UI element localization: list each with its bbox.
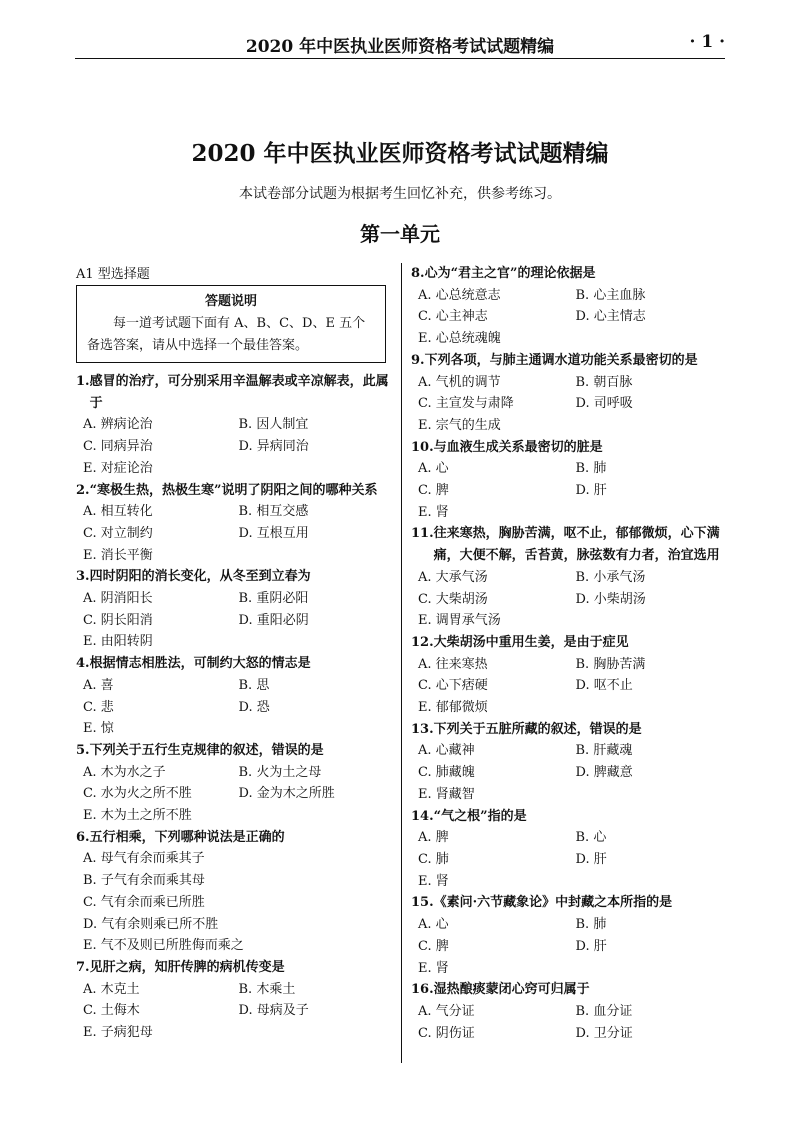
question	[411, 806, 733, 893]
question	[411, 632, 733, 719]
answer-option: B. 朝百脉	[575, 374, 633, 390]
answer-options	[411, 654, 733, 719]
answer-option: E. 消长平衡	[83, 547, 153, 563]
section-label: A1 型选择题	[76, 267, 150, 282]
unit-title: 第一单元	[360, 222, 440, 246]
question	[411, 350, 733, 437]
instructions-text: 每一道考试题下面有 A、B、C、D、E 五个备选答案，请从中选择一个最佳答案。	[87, 316, 366, 353]
answer-option: B. 重阴必阳	[238, 591, 309, 607]
question-stem	[76, 740, 394, 762]
answer-option: D. 肝	[575, 938, 607, 954]
answer-options	[411, 372, 733, 437]
answer-option: A. 相互转化	[83, 504, 153, 520]
right-column	[411, 263, 733, 1044]
answer-option: B. 因人制宜	[238, 417, 309, 433]
answer-option: A. 阴消阳长	[83, 591, 153, 607]
answer-option: A. 木克土	[83, 981, 140, 997]
question	[76, 480, 394, 567]
answer-option: E. 心总统魂魄	[418, 331, 501, 347]
question-text: 感冒的治疗，可分别采用辛温解表或辛凉解表，此属于	[89, 374, 389, 411]
answer-options	[411, 827, 733, 892]
answer-option: B. 肺	[575, 461, 607, 477]
answer-option: B. 火为土之母	[238, 764, 322, 780]
answer-option: C. 对立制约	[83, 525, 153, 541]
question	[76, 653, 394, 740]
answer-option: E. 气不及则已所胜侮而乘之	[83, 938, 244, 954]
answer-options	[411, 914, 733, 979]
answer-options	[76, 588, 394, 653]
question-number: 2.	[76, 482, 90, 498]
question-number: 1.	[76, 374, 90, 389]
question-text: 下列关于五行生克规律的叙述，错误的是	[89, 742, 324, 758]
question-stem	[76, 371, 394, 414]
answer-option: E. 木为土之所不胜	[83, 808, 192, 824]
question-text: 见肝之病，知肝传脾的病机传变是	[89, 959, 285, 975]
answer-option: C. 大柴胡汤	[418, 591, 488, 607]
answer-options	[411, 458, 733, 523]
question-text: “气之根”指的是	[433, 808, 527, 824]
answer-option: A. 气分证	[418, 1003, 475, 1019]
answer-option: B. 胸胁苦满	[575, 656, 646, 672]
answer-option: E. 肾	[418, 873, 449, 889]
question-number: 7.	[76, 959, 90, 975]
answer-option: C. 阴伤证	[418, 1025, 475, 1041]
answer-option: E. 肾藏智	[418, 786, 475, 802]
question	[76, 740, 394, 827]
answer-option: A. 喜	[83, 677, 114, 693]
question-number: 5.	[76, 742, 90, 758]
answer-option: E. 由阳转阴	[83, 634, 153, 650]
question-stem	[411, 437, 733, 459]
answer-option: E. 对症论治	[83, 460, 153, 476]
question-stem	[76, 957, 394, 979]
answer-option: C. 同病异治	[83, 439, 153, 455]
question	[411, 892, 733, 979]
answer-option: C. 主宣发与肃降	[418, 396, 514, 412]
question-stem	[411, 719, 733, 741]
question-number: 8.	[411, 266, 425, 281]
answer-option: B. 心主血脉	[575, 287, 646, 303]
answer-options	[76, 848, 394, 957]
answer-option: A. 心藏神	[418, 743, 475, 759]
answer-option: D. 恐	[238, 699, 270, 715]
answer-option: A. 辨病论治	[83, 417, 153, 433]
answer-option: E. 惊	[83, 721, 114, 737]
header-title: 2020 年中医执业医师资格考试试题精编	[245, 37, 555, 57]
answer-option: B. 血分证	[575, 1003, 633, 1019]
answer-option: B. 肝藏魂	[575, 743, 633, 759]
answer-option: E. 肾	[418, 960, 449, 976]
answer-option: E. 宗气的生成	[418, 417, 501, 433]
question-text: 五行相乘，下列哪种说法是正确的	[89, 829, 285, 845]
answer-option: C. 心下痞硬	[418, 678, 488, 694]
answer-option: B. 思	[238, 677, 270, 693]
answer-option: B. 肺	[575, 917, 607, 933]
answer-options	[76, 501, 394, 566]
question-text: 与血液生成关系最密切的脏是	[433, 439, 603, 455]
question-number: 9.	[411, 352, 425, 368]
answer-option: D. 司呼吸	[575, 396, 633, 412]
answer-options	[411, 1001, 733, 1044]
left-question-list	[76, 371, 394, 1044]
question	[411, 437, 733, 524]
answer-option: B. 木乘土	[238, 981, 296, 997]
answer-option: D. 呕不止	[575, 678, 633, 694]
question-text: 下列关于五脏所藏的叙述，错误的是	[433, 721, 642, 737]
answer-option: E. 郁郁微烦	[418, 700, 488, 716]
answer-option: A. 往来寒热	[418, 656, 488, 672]
answer-option: C. 气有余而乘已所胜	[83, 894, 205, 910]
answer-option: C. 心主神志	[418, 309, 488, 325]
answer-option: D. 卫分证	[575, 1025, 633, 1041]
question-stem	[76, 480, 394, 502]
answer-option: D. 心主情志	[575, 309, 646, 325]
question-number: 3.	[76, 569, 90, 585]
question-stem	[411, 523, 733, 566]
question-number: 13.	[411, 721, 434, 737]
answer-options	[411, 285, 733, 350]
question-number: 12.	[411, 634, 434, 650]
answer-option: A. 脾	[418, 830, 449, 846]
question	[411, 523, 733, 632]
instructions-title: 答题说明	[204, 294, 257, 309]
question-stem	[411, 350, 733, 372]
answer-option: A. 气机的调节	[418, 374, 501, 390]
answer-option: C. 土侮木	[83, 1003, 140, 1019]
question-stem	[411, 806, 733, 828]
answer-options	[411, 567, 733, 632]
column-divider	[401, 263, 402, 1063]
answer-options	[76, 414, 394, 479]
answer-option: B. 小承气汤	[575, 569, 646, 585]
question-stem	[411, 979, 733, 1001]
document-title: 2020 年中医执业医师资格考试试题精编	[191, 140, 609, 167]
answer-option: B. 相互交感	[238, 504, 309, 520]
question-number: 10.	[411, 439, 434, 455]
question	[411, 263, 733, 350]
running-header	[75, 30, 725, 59]
answer-option: D. 肝	[575, 851, 607, 867]
answer-option: D. 小柴胡汤	[575, 591, 646, 607]
question-number: 14.	[411, 808, 434, 824]
question-text: 下列各项，与肺主通调水道功能关系最密切的是	[424, 352, 698, 368]
answer-option: E. 子病犯母	[83, 1025, 153, 1041]
right-question-list	[411, 263, 733, 1044]
answer-option: A. 木为水之子	[83, 764, 166, 780]
question-text: 四时阴阳的消长变化，从冬至到立春为	[89, 569, 311, 585]
answer-option: D. 异病同治	[238, 439, 309, 455]
question-number: 6.	[76, 829, 90, 845]
question-stem	[411, 892, 733, 914]
question-text: 往来寒热，胸胁苦满，呕不止，郁郁微烦，心下满痛，大便不解，舌苔黄，脉弦数有力者，治宜选用	[433, 526, 720, 564]
answer-options	[76, 675, 394, 740]
answer-options	[411, 740, 733, 805]
question-number: 16.	[411, 982, 434, 998]
question-stem	[411, 263, 733, 285]
instructions-box	[76, 285, 386, 363]
question	[76, 566, 394, 653]
answer-option: C. 脾	[418, 483, 449, 499]
question-stem	[76, 653, 394, 675]
answer-option: B. 子气有余而乘其母	[83, 873, 205, 889]
answer-option: A. 心	[418, 461, 449, 477]
answer-option: D. 肝	[575, 483, 607, 499]
question	[76, 957, 394, 1044]
question-stem	[76, 827, 394, 849]
document-subtitle: 本试卷部分试题为根据考生回忆补充，供参考练习。	[239, 186, 561, 202]
answer-option: A. 母气有余而乘其子	[83, 851, 205, 867]
question-text: 《素问·六节藏象论》中封藏之本所指的是	[433, 895, 673, 911]
question-text: “寒极生热，热极生寒”说明了阴阳之间的哪种关系	[89, 482, 378, 498]
answer-option: B. 心	[575, 830, 607, 846]
answer-option: E. 肾	[418, 504, 449, 520]
answer-option: C. 肺	[418, 851, 449, 867]
question-text: 湿热酿痰蒙闭心窍可归属于	[433, 982, 590, 998]
answer-option: C. 脾	[418, 938, 449, 954]
question-number: 11.	[411, 526, 434, 542]
question	[411, 719, 733, 806]
question-number: 15.	[411, 895, 434, 911]
question-text: 心为“君主之官”的理论依据是	[424, 266, 596, 281]
answer-options	[76, 762, 394, 827]
question-stem	[76, 566, 394, 588]
answer-option: C. 肺藏魄	[418, 765, 475, 781]
answer-option: C. 水为火之所不胜	[83, 786, 192, 802]
answer-option: A. 大承气汤	[418, 569, 488, 585]
question-text: 大柴胡汤中重用生姜，是由于症见	[433, 634, 629, 650]
answer-option: D. 气有余则乘已所不胜	[83, 916, 219, 932]
answer-option: A. 心总统意志	[418, 287, 501, 303]
answer-option: D. 脾藏意	[575, 765, 633, 781]
question	[76, 827, 394, 957]
answer-option: D. 互根互用	[238, 525, 309, 541]
answer-option: C. 悲	[83, 699, 114, 715]
question	[411, 979, 733, 1044]
answer-option: E. 调胃承气汤	[418, 613, 501, 629]
answer-option: D. 重阳必阴	[238, 612, 309, 628]
answer-option: D. 母病及子	[238, 1003, 309, 1019]
left-column	[76, 263, 394, 1044]
answer-option: D. 金为木之所胜	[238, 786, 335, 802]
question-number: 4.	[76, 656, 90, 672]
page-number: · 1 ·	[689, 32, 725, 52]
question-text: 根据情志相胜法，可制约大怒的情志是	[89, 656, 311, 672]
question-stem	[411, 632, 733, 654]
answer-option: A. 心	[418, 917, 449, 933]
answer-option: C. 阴长阳消	[83, 612, 153, 628]
answer-options	[76, 979, 394, 1044]
question	[76, 371, 394, 480]
